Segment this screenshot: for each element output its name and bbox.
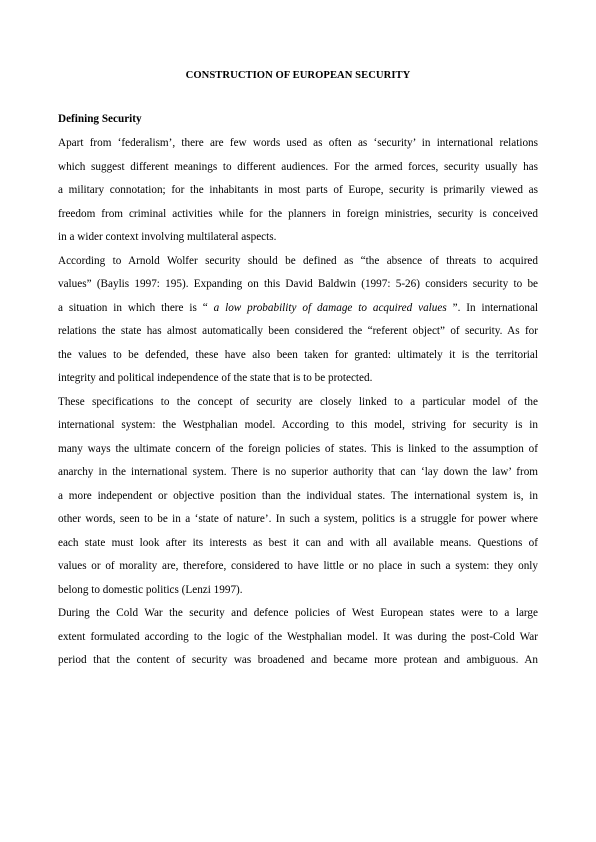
text-line: many ways the ultimate concern of the foreign policies of states. This is linked to the assumption of <box>58 442 538 455</box>
text-line: a more independent or objective position than the individual states. The international system is, in <box>58 489 538 502</box>
text-line: extent formulated according to the logic of the Westphalian model. It was during the post-Cold War <box>58 630 538 643</box>
text-line: integrity and political independence of the state that is to be protected. <box>58 372 373 384</box>
text-line: freedom from criminal activities while for the planners in foreign ministries, security is conceived <box>58 207 538 220</box>
text-line: belong to domestic politics (Lenzi 1997). <box>58 583 243 596</box>
text-line: values or of morality are, therefore, considered to have little or no place in such a system: they only <box>58 560 538 572</box>
text-line: According to Arnold Wolfer security should be defined as “the absence of threats to acquired <box>58 254 538 267</box>
document-title: CONSTRUCTION OF EUROPEAN SECURITY <box>185 70 411 81</box>
emphasis-text: a low probability of damage to acquired values <box>213 301 447 314</box>
text-line: a military connotation; for the inhabitants in most parts of Europe, security is primarily viewed as <box>58 184 538 196</box>
paragraph <box>58 391 538 603</box>
body-text <box>58 132 538 673</box>
paragraph <box>58 602 538 673</box>
text-line: the values to be defended, these have also been taken for granted: ultimately it is the territorial <box>58 348 538 361</box>
text-line: which suggest different meanings to different audiences. For the armed forces, security usually has <box>58 160 538 173</box>
text-line: in a wider context involving multilateral aspects. <box>58 231 277 243</box>
text-segment: ”. In international <box>452 301 539 314</box>
paragraph <box>58 132 538 250</box>
text-line: anarchy in the international system. There is no superior authority that can ‘lay down the law’ from <box>58 466 538 478</box>
text-line: During the Cold War the security and defence policies of West European states were to a large <box>58 607 538 619</box>
text-line: period that the content of security was broadened and became more protean and ambiguous. An <box>58 654 538 666</box>
text-line <box>58 297 538 321</box>
text-segment: a situation in which there is “ <box>58 301 208 314</box>
text-line: These specifications to the concept of security are closely linked to a particular model of the <box>58 395 538 408</box>
text-line: each state must look after its interests as best it can and with all available means. Questions of <box>58 536 538 549</box>
text-line: values” (Baylis 1997: 195). Expanding on this David Baldwin (1997: 5-26) considers security to be <box>58 278 538 290</box>
paragraph <box>58 250 538 391</box>
text-line: other words, seen to be in a ‘state of nature’. In such a system, politics is a struggle for power where <box>58 513 538 525</box>
text-line: Apart from ‘federalism’, there are few words used as often as ‘security’ in international relations <box>58 137 538 149</box>
text-line: relations the state has almost automatically been considered the “referent object” of security. As for <box>58 325 538 337</box>
text-line: international system: the Westphalian model. According to this model, striving for security is in <box>58 419 538 431</box>
section-heading: Defining Security <box>58 113 142 125</box>
